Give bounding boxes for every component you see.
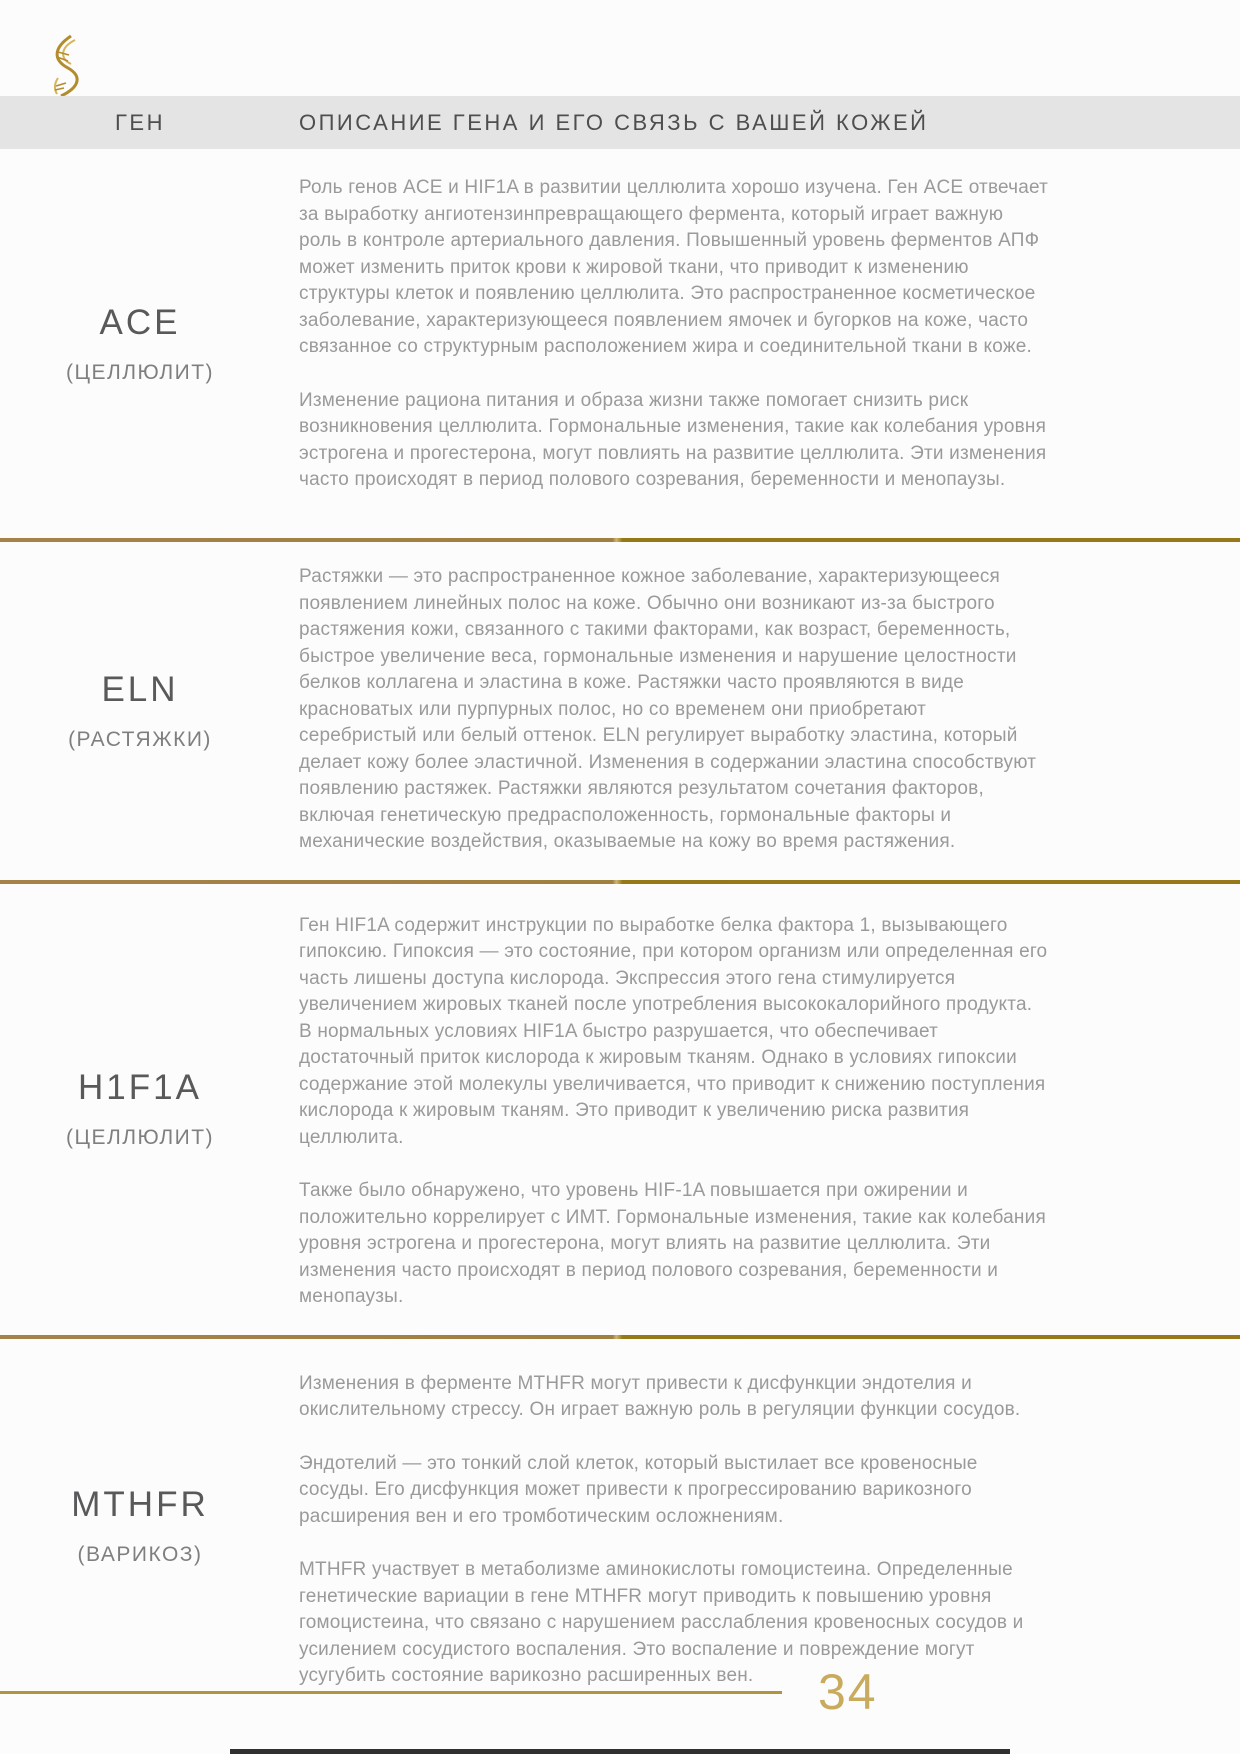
- paragraph: Эндотелий — это тонкий слой клеток, который выстилает все кровеносные сосуды. Его дисфункция может привести к прогрессированию варикозного расширения вен и его тромботическим осложнениям.: [299, 1452, 978, 1527]
- gene-trait: (ЦЕЛЛЮЛИТ): [65, 360, 215, 384]
- bottom-edge-line: [230, 1749, 1010, 1754]
- gene-description-mthfr: [280, 1339, 1049, 1714]
- gene-cell-ace: [0, 149, 280, 538]
- gene-trait: (ЦЕЛЛЮЛИТ): [65, 1126, 215, 1149]
- gene-description-h1f1a: [280, 884, 1049, 1335]
- paragraph: Растяжки — это распространенное кожное заболевание, характеризующееся появлением линейных полос на коже. Обычно они возникают из-за быстрого растяжения кожи, связанного с такими факторами, как возраст, беременность, быстрое увеличение веса, гормональные изменения и нарушение целостности белков коллагена и эластина в коже. Растяжки часто проявляются в виде красноватых или пурпурных полос, но со временем они приобретают серебристый или белый оттенок. ELN регулирует выработку эластина, который делает кожу более эластичной. Изменения в содержании эластина способствуют появлению растяжек. Растяжки являются результатом сочетания факторов, включая генетическую предрасположенность, гормональные факторы и механические воздействия, оказываемые на кожу во время растяжения.: [299, 566, 1037, 852]
- gene-cell-mthfr: [0, 1339, 280, 1714]
- page-footer: [0, 1660, 1240, 1724]
- gene-row-eln: [0, 542, 1240, 880]
- header-gene-column: ГЕН: [115, 109, 165, 135]
- gene-name: MTHFR: [71, 1485, 209, 1524]
- gene-table: [0, 96, 1240, 1714]
- gene-description-eln: [280, 542, 1049, 880]
- gene-row-ace: [0, 149, 1240, 538]
- paragraph: Также было обнаружено, что уровень HIF-1A повышается при ожирении и положительно коррелирует с ИМТ. Гормональные изменения, такие как колебания уровня эстрогена и прогестерона, могут влиять на развитие целлюлита. Эти изменения часто происходят в период полового созревания, беременности и менопаузы.: [299, 1180, 1046, 1307]
- paragraph: MTHFR участвует в метаболизме аминокислоты гомоцистеина. Определенные генетические вариации в гене MTHFR могут приводить к повышению уровня гомоцистеина, что связано с нарушением расслабления кровеносных сосудов и усилением сосудистого воспаления. Это воспаление и повреждение могут усугубить состояние варикозно расширенных вен.: [299, 1559, 1024, 1686]
- page-number: 34: [818, 1664, 878, 1720]
- paragraph: Изменения в ферменте MTHFR могут привести к дисфункции эндотелия и окислительному стрессу. Он играет важную роль в регуляции функции сосудов.: [299, 1372, 1021, 1420]
- gene-cell-h1f1a: [0, 884, 280, 1335]
- footer-rule: [0, 1691, 782, 1694]
- gene-trait: (РАСТЯЖКИ): [68, 727, 212, 751]
- gene-cell-eln: [0, 542, 280, 880]
- gene-name: H1F1A: [78, 1068, 202, 1107]
- gene-row-h1f1a: [0, 884, 1240, 1335]
- gene-description-ace: [280, 149, 1049, 538]
- dna-helix-icon: [46, 34, 82, 98]
- header-description-column: ОПИСАНИЕ ГЕНА И ЕГО СВЯЗЬ С ВАШЕЙ КОЖЕЙ: [299, 109, 929, 135]
- paragraph: Изменение рациона питания и образа жизни также помогает снизить риск возникновения целлюлита. Гормональные изменения, такие как колебания уровня эстрогена и прогестерона, могут повлиять на развитие целлюлита. Эти изменения часто происходят в период полового созревания, беременности и менопаузы.: [299, 389, 1047, 490]
- paragraph: Роль генов ACE и HIF1A в развитии целлюлита хорошо изучена. Ген ACE отвечает за выработку ангиотензинпревращающего фермента, который играет важную роль в контроле артериального давления. Повышенный уровень ферментов АПФ может изменить приток крови к жировой ткани, что приводит к изменению структуры клеток и появлению целлюлита. Это распространенное косметическое заболевание, характеризующееся появлением ямочек и бугорков на коже, часто связанное со структурным расположением жира и соединительной ткани в коже.: [299, 177, 1049, 357]
- gene-row-mthfr: [0, 1339, 1240, 1714]
- table-header-row: [0, 96, 1240, 149]
- paragraph: Ген HIF1A содержит инструкции по выработке белка фактора 1, вызывающего гипоксию. Гипоксия — это состояние, при котором организм или определенная его часть лишены доступа кислорода. Экспрессия этого гена стимулируется увеличением жировых тканей после употребления высококалорийного продукта. В нормальных условиях HIF1A быстро разрушается, что обеспечивает достаточный приток кислорода к жировым тканям. Однако в условиях гипоксии содержание этой молекулы увеличивается, что приводит к снижению поступления кислорода к жировым тканям. Это приводит к увеличению риска развития целлюлита.: [299, 914, 1048, 1148]
- gene-name: ELN: [101, 669, 179, 709]
- gene-name: ACE: [99, 302, 181, 342]
- gene-trait: (ВАРИКОЗ): [77, 1543, 203, 1566]
